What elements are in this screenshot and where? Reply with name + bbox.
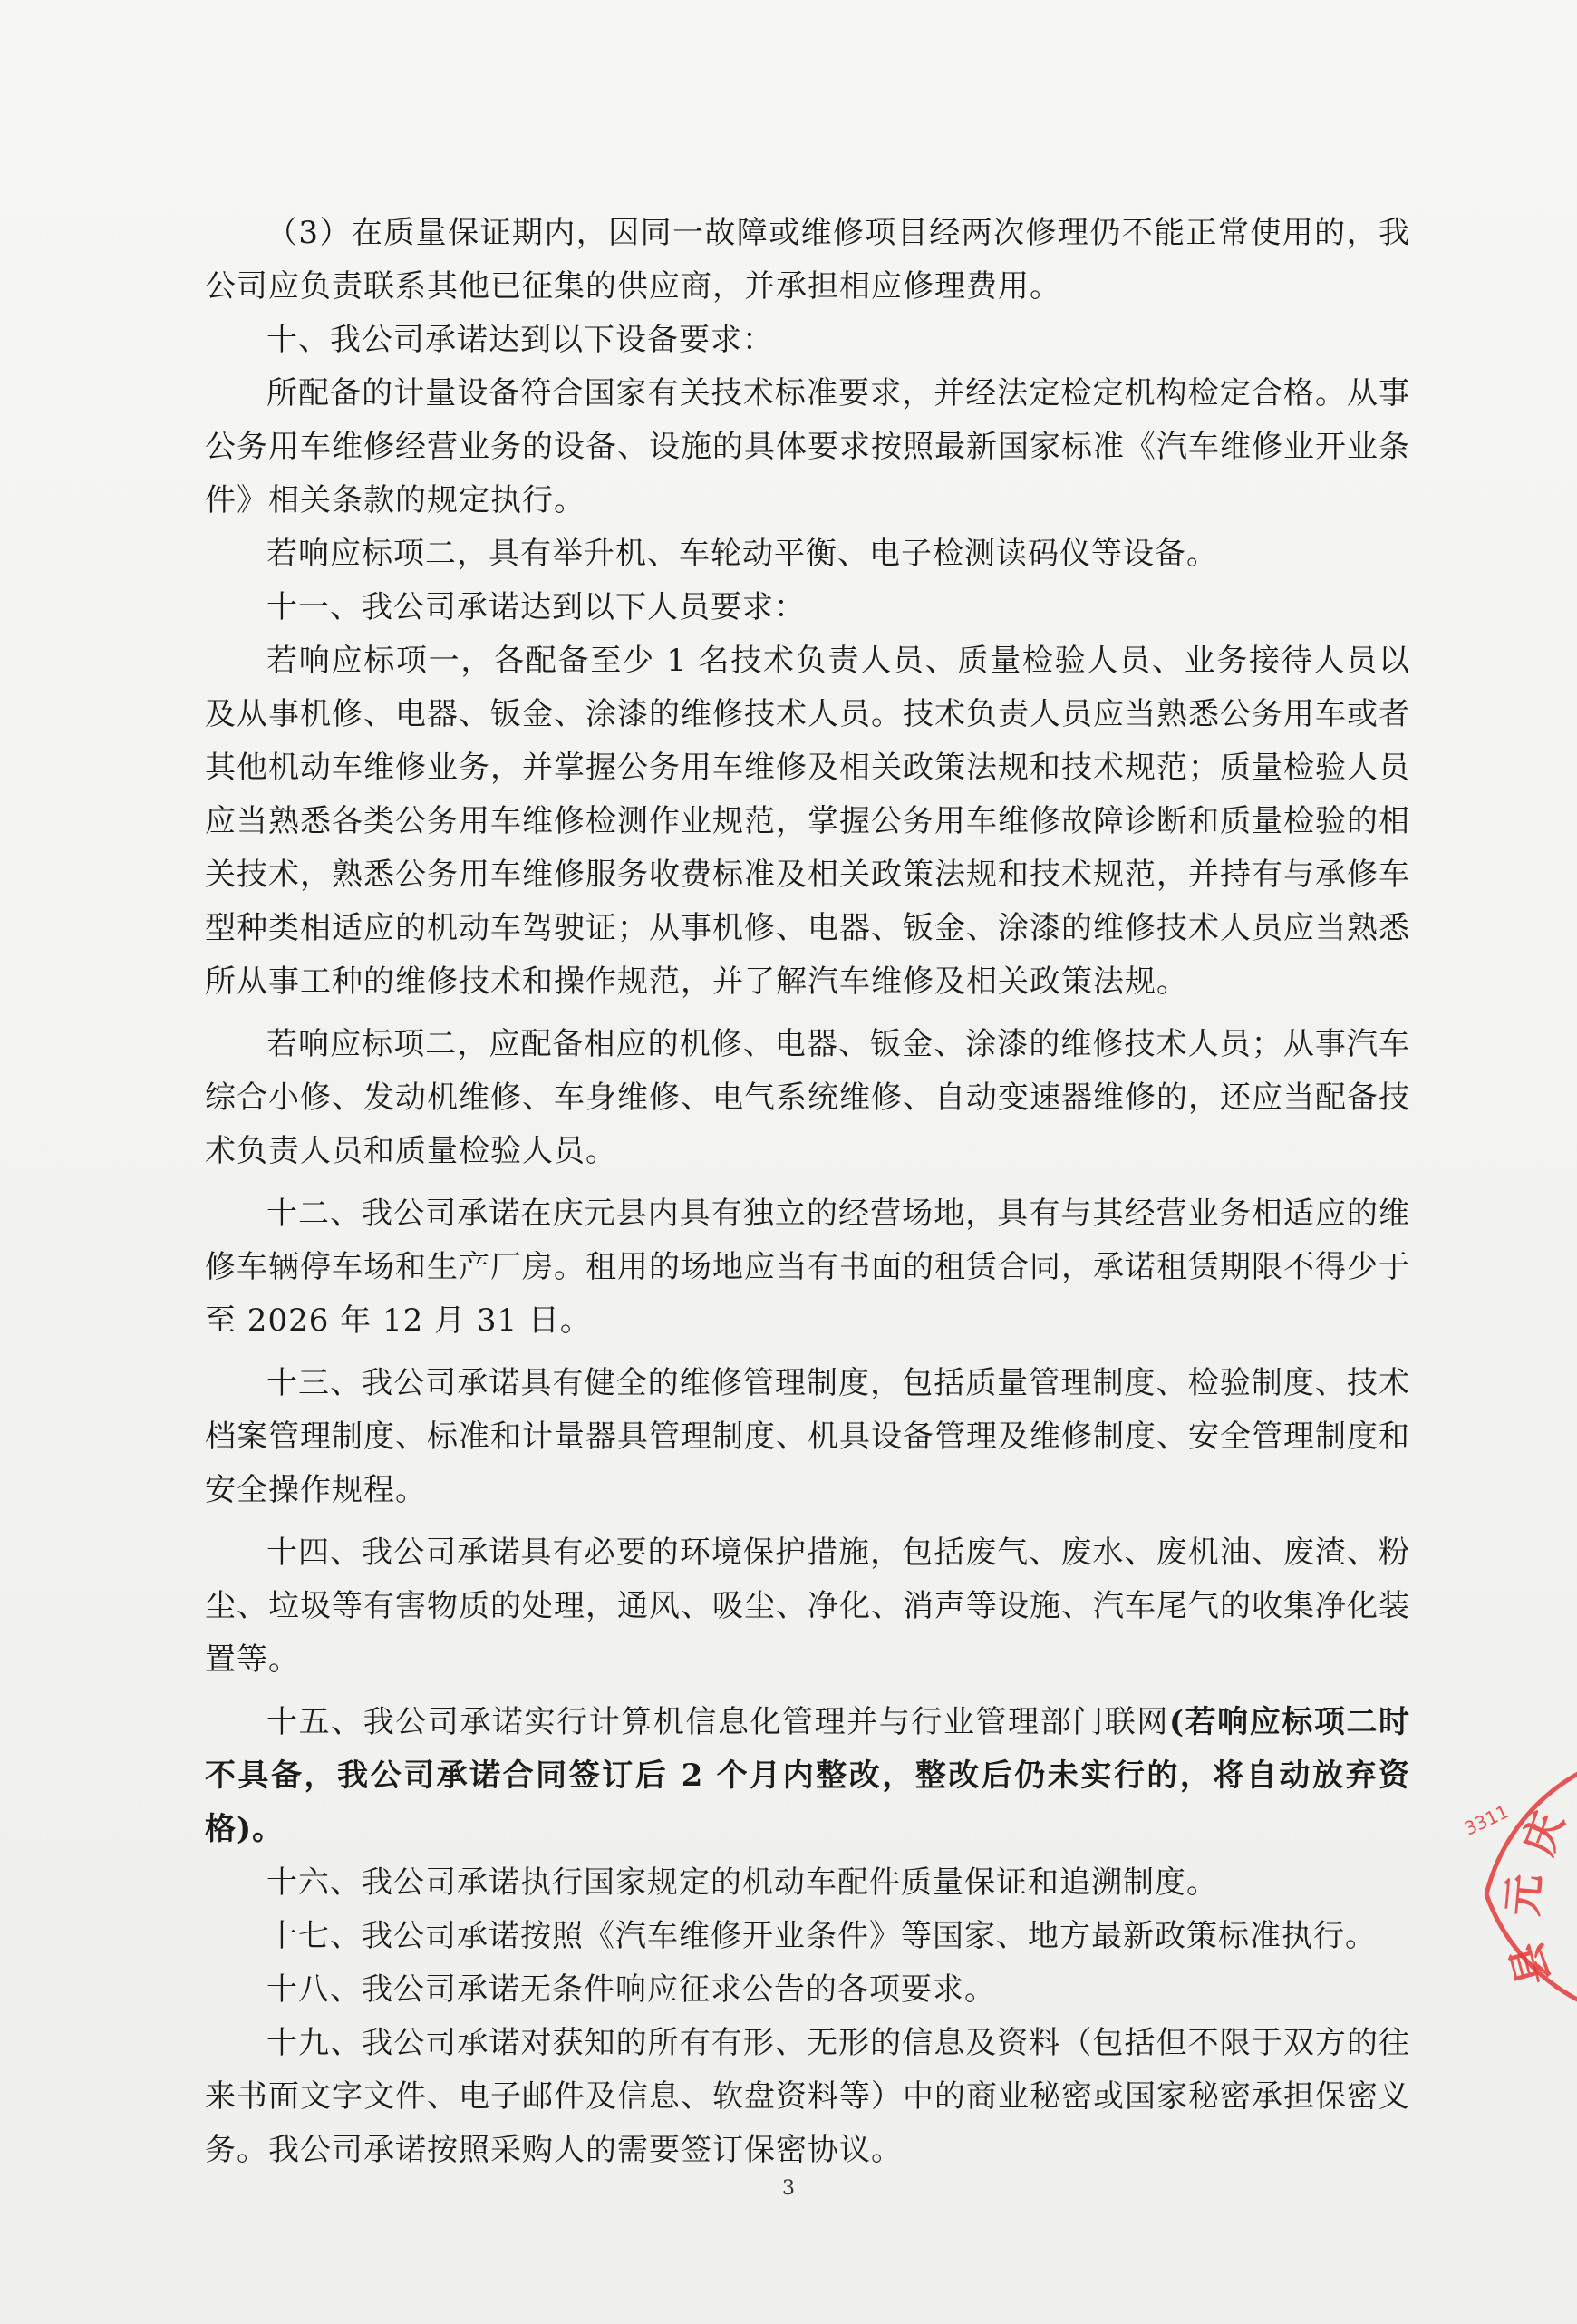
paragraph-quality-guarantee: （3）在质量保证期内，因同一故障或维修项目经两次修理仍不能正常使用的，我公司应负责联系其他已征集的供应商，并承担相应修理费用。 [205,215,1410,305]
page-number: 3 [782,2177,795,2200]
company-seal-icon [1450,1722,1577,2030]
svg-text:庆: 庆 [1513,1806,1574,1862]
paragraph-parts-traceability: 十六、我公司承诺执行国家规定的机动车配件质量保证和追溯制度。 [266,1864,1218,1901]
paragraph-management-system: 十三、我公司承诺具有健全的维修管理制度，包括质量管理制度、检验制度、技术档案管理制度、标准和计量器具管理制度、机具设备管理及维修制度、安全管理制度和安全操作规程。 [205,1365,1410,1508]
paragraph-it-management [205,1696,1410,1856]
heading-equipment-requirements: 十、我公司承诺达到以下设备要求： [266,322,774,358]
paragraph-measuring-equipment: 所配备的计量设备符合国家有关技术标准要求，并经法定检定机构检定合格。从事公务用车维修经营业务的设备、设施的具体要求按照最新国家标准《汽车维修业开业条件》相关条款的规定执行。 [205,375,1410,518]
paragraph-environmental-protection: 十四、我公司承诺具有必要的环境保护措施，包括废气、废水、废机油、废渣、粉尘、垃圾等有害物质的处理，通风、吸尘、净化、消声等设施、汽车尾气的收集净化装置等。 [205,1535,1410,1678]
svg-text:县: 县 [1501,1937,1560,1991]
svg-text:3311: 3311 [1460,1800,1513,1840]
paragraph-lot2-equipment: 若响应标项二，具有举升机、车轮动平衡、电子检测读码仪等设备。 [266,536,1218,572]
heading-personnel-requirements: 十一、我公司承诺达到以下人员要求： [266,589,806,625]
paragraph-site-requirements: 十二、我公司承诺在庆元县内具有独立的经营场地，具有与其经营业务相适应的维修车辆停车场和生产厂房。租用的场地应当有书面的租赁合同，承诺租赁期限不得少于至 2026 年 12 月 31 日。 [205,1196,1410,1339]
document-body [205,207,1410,2177]
paragraph-lot1-personnel: 若响应标项一，各配备至少 1 名技术负责人员、质量检验人员、业务接待人员以及从事机修、电器、钣金、涂漆的维修技术人员。技术负责人员应当熟悉公务用车或者其他机动车维修业务，并掌握公务用车维修及相关政策法规和技术规范；质量检验人员应当熟悉各类公务用车维修检测作业规范，掌握公务用车维修故障诊断和质量检验的相关技术，熟悉公务用车维修服务收费标准及相关政策法规和技术规范，并持有与承修车型种类相适应的机动车驾驶证；从事机修、电器、钣金、涂漆的维修技术人员应当熟悉所从事工种的维修技术和操作规范，并了解汽车维修及相关政策法规。 [205,643,1410,1000]
svg-text:元: 元 [1497,1872,1550,1918]
paragraph-lot2-personnel: 若响应标项二，应配备相应的机修、电器、钣金、涂漆的维修技术人员；从事汽车综合小修、发动机维修、车身维修、电气系统维修、自动变速器维修的，还应当配备技术负责人员和质量检验人员。 [205,1026,1410,1169]
it-management-text: 十五、我公司承诺实行计算机信息化管理并与行业管理部门联网 [266,1704,1169,1740]
paragraph-policy-standards: 十七、我公司承诺按照《汽车维修开业条件》等国家、地方最新政策标准执行。 [266,1918,1377,1954]
it-management-bold-text: (若响应标项二时不具备，我公司承诺合同签订后 2 个月内整改，整改后仍未实行的，将自动放弃资格)。 [205,1704,1411,1847]
paragraph-confidentiality: 十九、我公司承诺对获知的所有有形、无形的信息及资料（包括但不限于双方的往来书面文字文件、电子邮件及信息、软盘资料等）中的商业秘密或国家秘密承担保密义务。我公司承诺按照采购人的需要签订保密协议。 [205,2025,1410,2168]
paragraph-unconditional-response: 十八、我公司承诺无条件响应征求公告的各项要求。 [266,1971,996,2008]
